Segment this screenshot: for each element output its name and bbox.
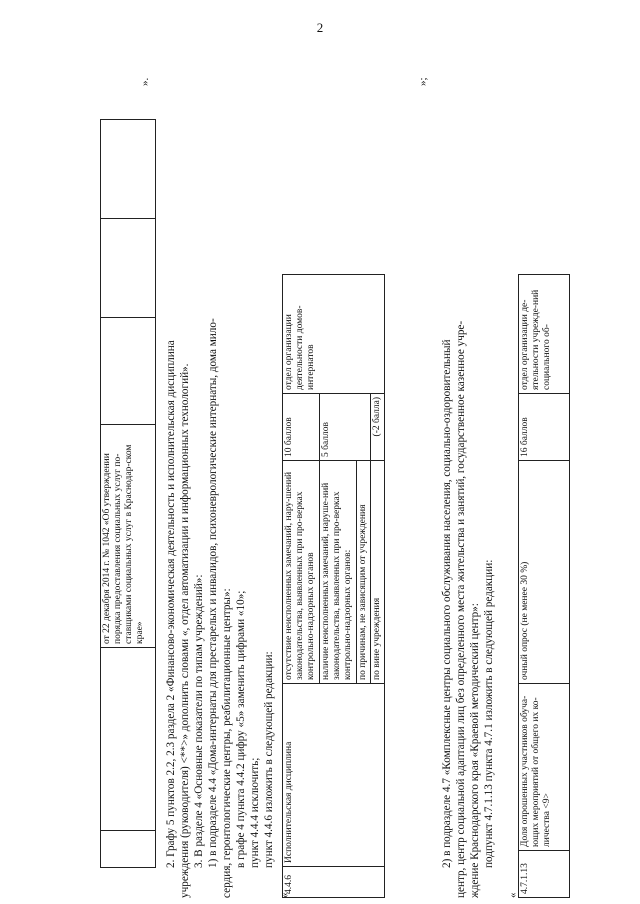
paragraph: подпункт 4.7.1.13 пункта 4.7.1 изложить в следующей редакции: [483,559,495,868]
item-number: 4.7.1.13 [519,851,570,898]
open-quote: « [507,892,519,898]
table-row [519,275,570,898]
paragraph: центр, центр социальной адаптации лиц без определенного места жительства и занятий, государственное казенное учре- [455,320,467,898]
table-continuation [100,119,156,868]
close-quote: »; [417,77,429,86]
criterion-score: (-2 балла) [371,394,385,461]
paragraph: 3. В разделе 4 «Основные показатели по типам учреждений»: [193,574,205,868]
criterion-text: по вине учреждения [371,461,385,684]
criterion-text: очный опрос (не менее 30 %) [519,461,570,684]
criterion-score: 5 баллов [320,394,371,461]
table-indicator-47113 [518,274,570,898]
responsible-dept: отдел организации деятельности домов-интернатов [283,275,385,394]
paragraph: 2. Графу 5 пунктов 2.2, 2.3 раздела 2 «Финансово-экономическая деятельность и исполнительская дисциплина [165,340,177,868]
paragraph: 2) в подразделе 4.7 «Комплексные центры социального обслуживания населения, социально-оздоровительный [441,339,453,868]
item-name: Исполнительская дисциплина [283,684,385,867]
criterion-text: отсутствие неисполненных замечаний, нару-шений законодательства, выявленных при про-верках контрольно-надзорных органов [283,461,320,684]
close-quote: ». [139,77,151,86]
criterion-score: 10 баллов [283,394,320,461]
paragraph: сердия, геронтологические центры, реабилитационные центры»: [221,588,233,898]
regulation-cell: от 22 декабря 2014 г. № 1042 «Об утверждении порядка предоставления социальных услуг по-ставщиками социальных услуг в Краснодар-ском крае» [101,425,156,648]
table-indicator-446 [282,274,385,898]
paragraph: пункт 4.4.6 изложить в следующей редакции: [263,651,275,868]
item-name: Доля опрошенных участников обуча-ющих мероприятий от общего их ко-личества <9> [519,684,570,851]
open-quote: « [279,892,291,898]
criterion-score: 16 баллов [519,394,570,461]
paragraph: учреждения (руководителя) <**>» дополнить словами «, отдел автоматизации и информационных технологий». [179,363,191,898]
item-number: 4.4.6 [283,867,385,898]
table-row [101,120,156,868]
table-row [283,275,320,898]
paragraph: ждение Краснодарского края «Краевой методический центр»: [469,603,481,898]
paragraph: в графе 4 пункта 4.4.2 цифру «5» заменить цифрами «10»; [235,590,247,868]
paragraph: пункт 4.4.4 исключить; [249,757,261,868]
page-number: 2 [316,20,324,35]
criterion-text: наличие неисполненных замечаний, наруше-ний законодательства, выявленных при про-верках контрольно-надзорных органов: [320,461,357,684]
responsible-dept: отдел организации де-ятельности учрежде-ний социального об- [519,275,570,394]
paragraph: 1) в подразделе 4.4 «Дома-интернаты для престарелых и инвалидов, психоневрологические интернаты, дома мило- [207,318,219,868]
criterion-text: по причинам, не зависящим от учреждения [357,461,371,684]
rotated-content [100,52,600,898]
